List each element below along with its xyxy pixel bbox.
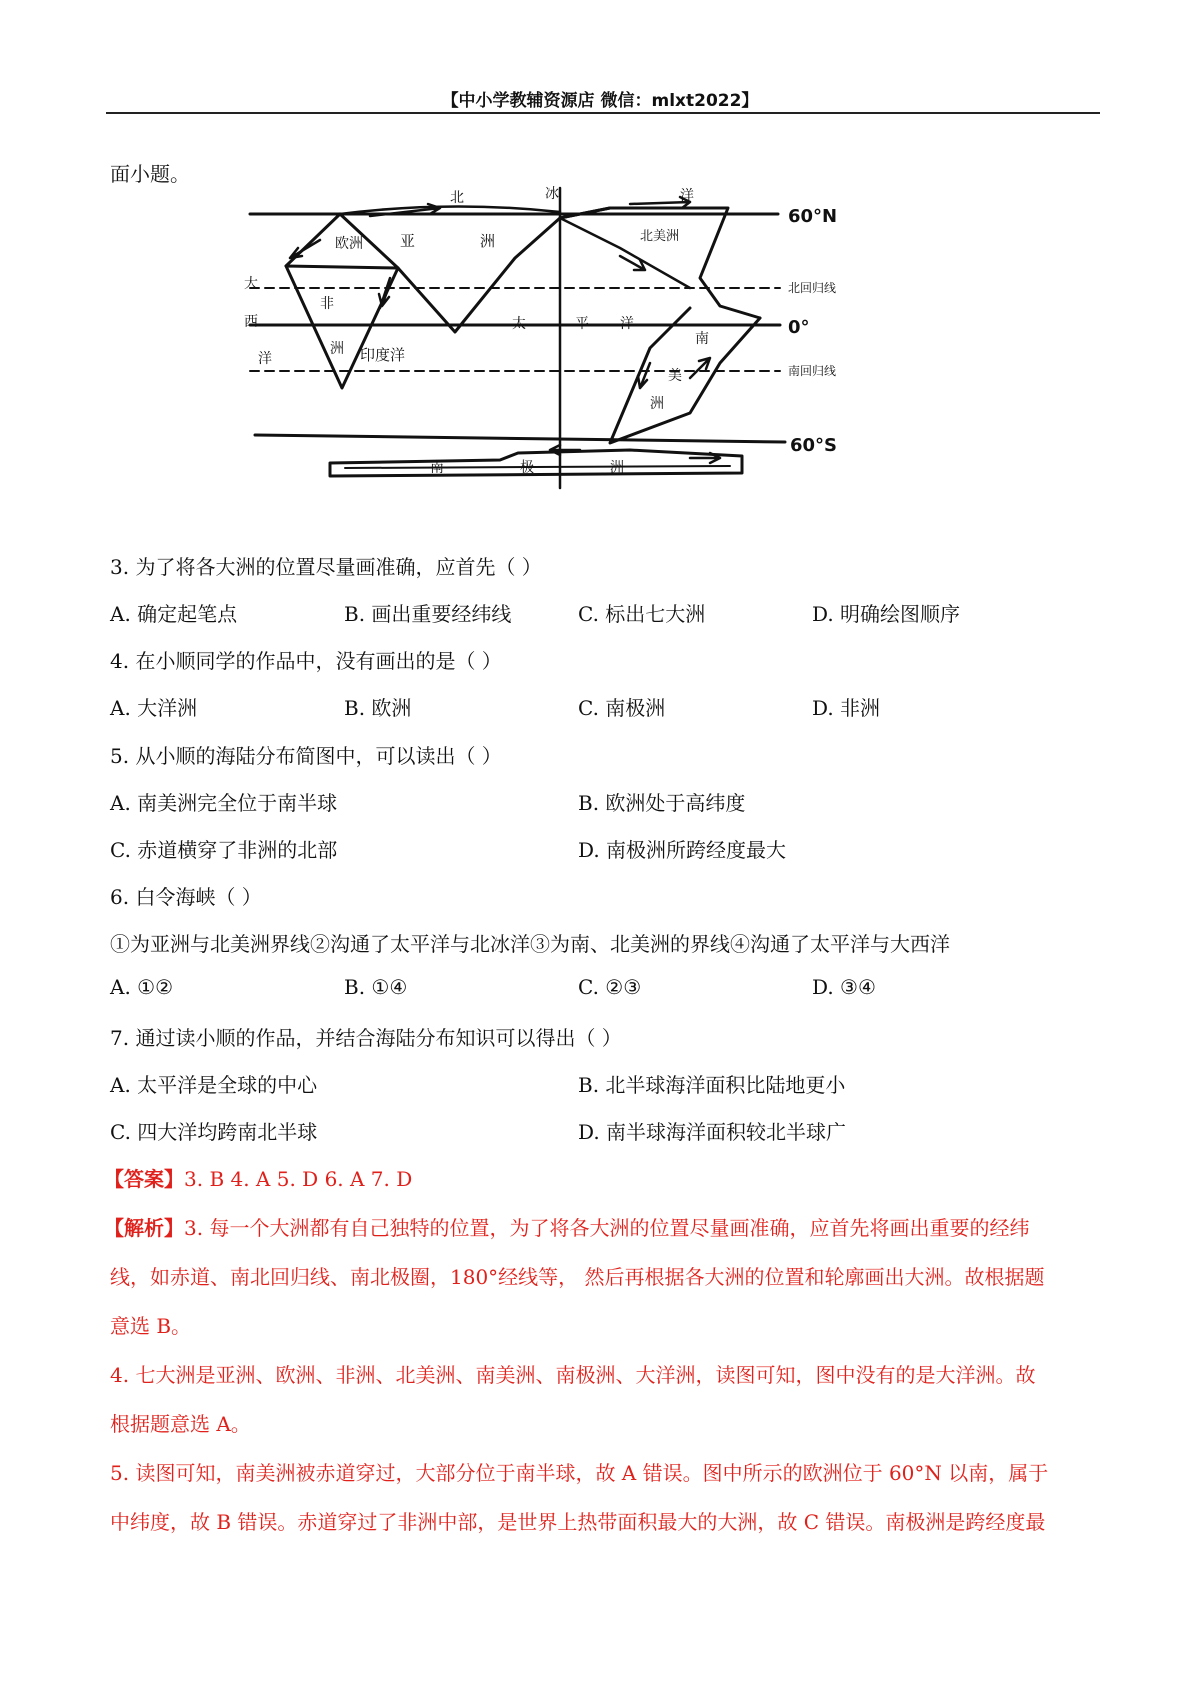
question-6-option-a: A. ①② [110,975,174,999]
label-asia-1: 亚 [400,232,416,250]
analysis-line-3: 意选 B。 [110,1314,192,1338]
label-pacific-1: 太 [512,316,526,332]
label-antarctica-3: 洲 [610,460,624,476]
analysis-line-6: 5. 读图可知，南美洲被赤道穿过，大部分位于南半球，故 A 错误。图中所示的欧洲位于 60°N 以南，属于 [110,1461,1049,1485]
label-asia-2: 洲 [480,232,496,250]
label-60n: 60°N [788,206,838,227]
answer-line [104,1163,412,1192]
eurasia-outline [286,208,610,332]
question-3-option-d: D. 明确绘图顺序 [812,602,961,626]
analysis-text-1: 3. 每一个大洲都有自己独特的位置，为了将各大洲的位置尽量画准确，应首先将画出重要的经纬 [184,1216,1030,1240]
answer-label: 【答案】 [104,1167,184,1191]
antarctica-outline [330,450,742,476]
question-4-option-b: B. 欧洲 [344,696,412,720]
label-tropic-cancer: 北回归线 [788,281,837,295]
question-6-option-d: D. ③④ [812,975,876,999]
label-atlantic-3: 洋 [258,351,272,367]
intro-text: 面小题。 [110,162,190,186]
question-3-stem: 3. 为了将各大洲的位置尽量画准确，应首先（ ） [110,555,542,579]
question-5-option-b: B. 欧洲处于高纬度 [578,791,746,815]
question-4-option-a: A. 大洋洲 [110,696,198,720]
question-5-option-a: A. 南美洲完全位于南半球 [110,791,338,815]
question-4-option-d: D. 非洲 [812,696,881,720]
question-6-statements: ①为亚洲与北美洲界线②沟通了太平洋与北冰洋③为南、北美洲的界线④沟通了太平洋与大西洋 [110,932,950,956]
question-4-option-c: C. 南极洲 [578,696,666,720]
question-3-option-a: A. 确定起笔点 [110,602,238,626]
question-7-option-a: A. 太平洋是全球的中心 [110,1073,318,1097]
page-header: 【中小学教辅资源店 微信：mlxt2022】 [441,91,759,111]
question-7-option-d: D. 南半球海洋面积较北半球广 [578,1120,847,1144]
question-5-stem: 5. 从小顺的海陆分布简图中，可以读出（ ） [110,744,502,768]
label-atlantic-1: 大 [244,276,258,292]
sketch-map [244,186,940,543]
label-equator: 0° [788,317,810,338]
label-antarctica-2: 极 [520,460,534,476]
answer-text: 3. B 4. A 5. D 6. A 7. D [184,1167,413,1191]
label-europe: 欧洲 [335,236,363,252]
question-6-option-c: C. ②③ [578,975,642,999]
analysis-line-2: 线，如赤道、南北回归线、南北极圈，180°经线等， 然后再根据各大洲的位置和轮廓画出大洲。故根据题 [110,1265,1045,1289]
label-arctic-1: 北 [450,190,464,206]
label-africa-2: 洲 [330,341,344,357]
analysis-line-1 [104,1212,1029,1241]
analysis-label: 【解析】 [104,1216,184,1240]
analysis-line-7: 中纬度，故 B 错误。赤道穿过了非洲中部，是世界上热带面积最大的大洲，故 C 错误。南极洲是跨经度最 [110,1510,1046,1534]
africa-outline [286,266,398,388]
label-tropic-capricorn: 南回归线 [788,364,837,378]
analysis-line-5: 根据题意选 A。 [110,1412,251,1436]
question-5-option-c: C. 赤道横穿了非洲的北部 [110,838,338,862]
label-atlantic-2: 西 [244,314,258,330]
question-3-option-c: C. 标出七大洲 [578,602,706,626]
label-south-america-1: 南 [695,331,709,347]
question-4-stem: 4. 在小顺同学的作品中，没有画出的是（ ） [110,649,502,673]
lat-60s-line [255,435,785,442]
question-6-option-b: B. ①④ [344,975,408,999]
label-antarctica-1: 南 [430,460,444,476]
question-6-stem: 6. 白令海峡（ ） [110,885,262,909]
label-indian: 印度洋 [360,346,406,364]
label-60s: 60°S [790,435,838,456]
header-divider [106,112,1100,114]
label-north-america: 北美洲 [640,229,680,244]
north-america-outline [560,208,760,318]
question-7-option-c: C. 四大洋均跨南北半球 [110,1120,318,1144]
label-pacific-2: 平 [575,316,589,332]
label-arctic-2: 冰 [545,186,559,202]
question-5-option-d: D. 南极洲所跨经度最大 [578,838,787,862]
question-7-option-b: B. 北半球海洋面积比陆地更小 [578,1073,846,1097]
analysis-line-4: 4. 七大洲是亚洲、欧洲、非洲、北美洲、南美洲、南极洲、大洋洲，读图可知，图中没有的是大洋洲。故 [110,1363,1036,1387]
label-africa-1: 非 [320,296,334,312]
label-arctic-3: 洋 [680,188,694,204]
label-pacific-3: 洋 [620,316,634,332]
label-south-america-2: 美 [668,368,682,384]
question-7-stem: 7. 通过读小顺的作品，并结合海陆分布知识可以得出（ ） [110,1026,622,1050]
question-3-option-b: B. 画出重要经纬线 [344,602,512,626]
label-south-america-3: 洲 [650,396,664,412]
